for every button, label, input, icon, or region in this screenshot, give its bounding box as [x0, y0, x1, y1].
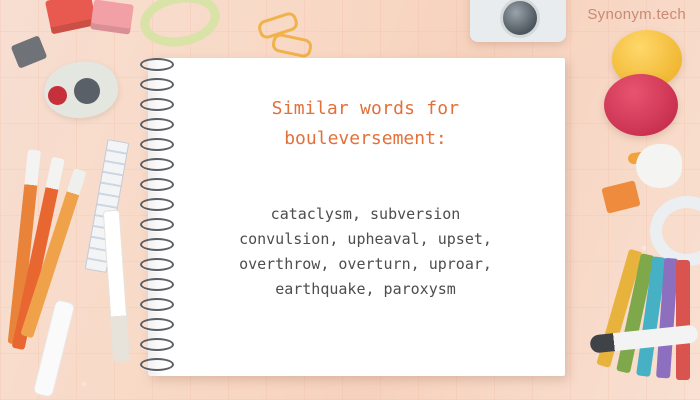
synonym-line: cataclysm, subversion [270, 205, 461, 223]
page-title: Similar words for [271, 98, 460, 119]
tape-roll-icon [650, 196, 700, 266]
binder-clip-gray-icon [11, 35, 48, 68]
paintbrush-icon [103, 210, 131, 363]
binder-clip-orange-icon [601, 180, 640, 213]
synonym-line: convulsion, upheaval, upset, [239, 230, 492, 248]
binder-clip-red-icon [45, 0, 97, 34]
query-word: bouleversement: [284, 128, 447, 149]
spiral-binding [140, 52, 170, 382]
macaron-pink-icon [604, 74, 678, 136]
paperclip-icon [270, 32, 313, 59]
synonym-line: overthrow, overturn, uproar, [239, 255, 492, 273]
synonym-line: earthquake, paroxysm [275, 280, 456, 298]
binder-clip-pink-icon [90, 0, 134, 35]
toucan-figurine-icon [636, 144, 682, 188]
notebook-page [148, 58, 565, 376]
washi-tape-roll-icon [136, 0, 224, 53]
brand-watermark: Synonym.tech [587, 6, 686, 23]
synonym-list [194, 202, 537, 302]
page-content [148, 58, 565, 302]
crayon-icon [676, 260, 690, 380]
paint-dot-red-icon [48, 86, 67, 105]
paint-dot-dark-icon [74, 78, 100, 104]
